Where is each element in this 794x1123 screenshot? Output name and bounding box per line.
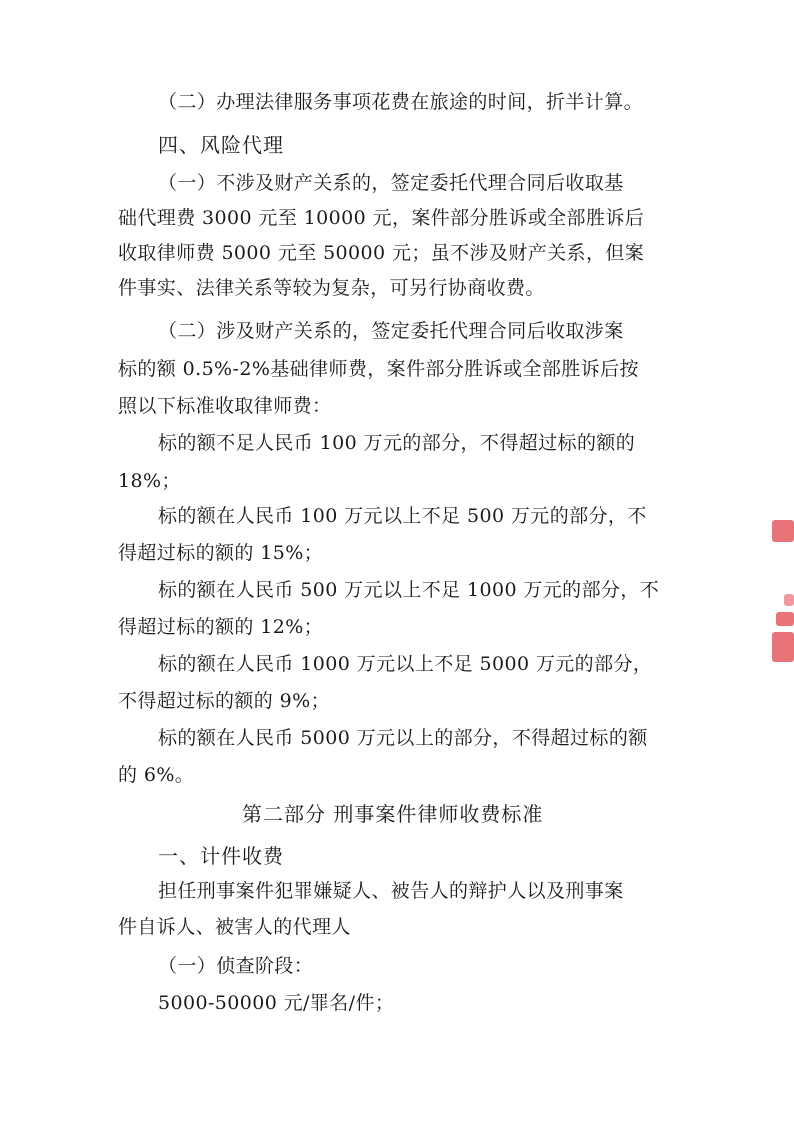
paragraph-line: 5000-50000 元/罪名/件； xyxy=(158,992,395,1014)
seal-stamp-fragment xyxy=(772,632,794,662)
seal-stamp-fragment xyxy=(776,612,794,626)
paragraph-line: 标的额在人民币 100 万元以上不足 500 万元的部分，不 xyxy=(158,505,647,527)
paragraph-line: 照以下标准收取律师费： xyxy=(118,395,332,417)
paragraph-line: 18%； xyxy=(118,470,181,492)
seal-stamp-fragment xyxy=(784,594,794,606)
paragraph-line: 础代理费 3000 元至 10000 元，案件部分胜诉或全部胜诉后 xyxy=(118,207,645,229)
paragraph-line: 得超过标的额的 15%； xyxy=(118,542,324,564)
paragraph-line: （一）侦查阶段： xyxy=(158,955,314,977)
paragraph-line: （二）涉及财产关系的，签定委托代理合同后收取涉案 xyxy=(158,320,624,342)
paragraph-line: 标的额不足人民币 100 万元的部分，不得超过标的额的 xyxy=(158,432,636,454)
paragraph-line: 标的额 0.5%-2%基础律师费，案件部分胜诉或全部胜诉后按 xyxy=(118,358,639,380)
paragraph-line: （二）办理法律服务事项花费在旅途的时间，折半计算。 xyxy=(158,91,644,113)
paragraph-line: （一）不涉及财产关系的，签定委托代理合同后收取基 xyxy=(158,172,624,194)
section-heading-risk-agency: 四、风险代理 xyxy=(158,133,284,157)
part-title: 第二部分 刑事案件律师收费标准 xyxy=(242,802,544,826)
paragraph-line: 不得超过标的额的 9%； xyxy=(118,690,330,712)
paragraph-line: 标的额在人民币 1000 万元以上不足 5000 万元的部分， xyxy=(158,653,653,675)
paragraph-line: 得超过标的额的 12%； xyxy=(118,616,324,638)
paragraph-line: 标的额在人民币 500 万元以上不足 1000 万元的部分，不 xyxy=(158,579,660,601)
paragraph-line: 件事实、法律关系等较为复杂，可另行协商收费。 xyxy=(118,277,545,299)
paragraph-line: 标的额在人民币 5000 万元以上的部分，不得超过标的额 xyxy=(158,727,648,749)
paragraph-line: 件自诉人、被害人的代理人 xyxy=(118,916,351,938)
seal-stamp-fragment xyxy=(772,520,794,542)
section-heading-per-case-fee: 一、计件收费 xyxy=(158,844,284,868)
paragraph-line: 收取律师费 5000 元至 50000 元；虽不涉及财产关系，但案 xyxy=(118,242,645,264)
paragraph-line: 担任刑事案件犯罪嫌疑人、被告人的辩护人以及刑事案 xyxy=(158,880,624,902)
paragraph-line: 的 6%。 xyxy=(118,764,195,786)
